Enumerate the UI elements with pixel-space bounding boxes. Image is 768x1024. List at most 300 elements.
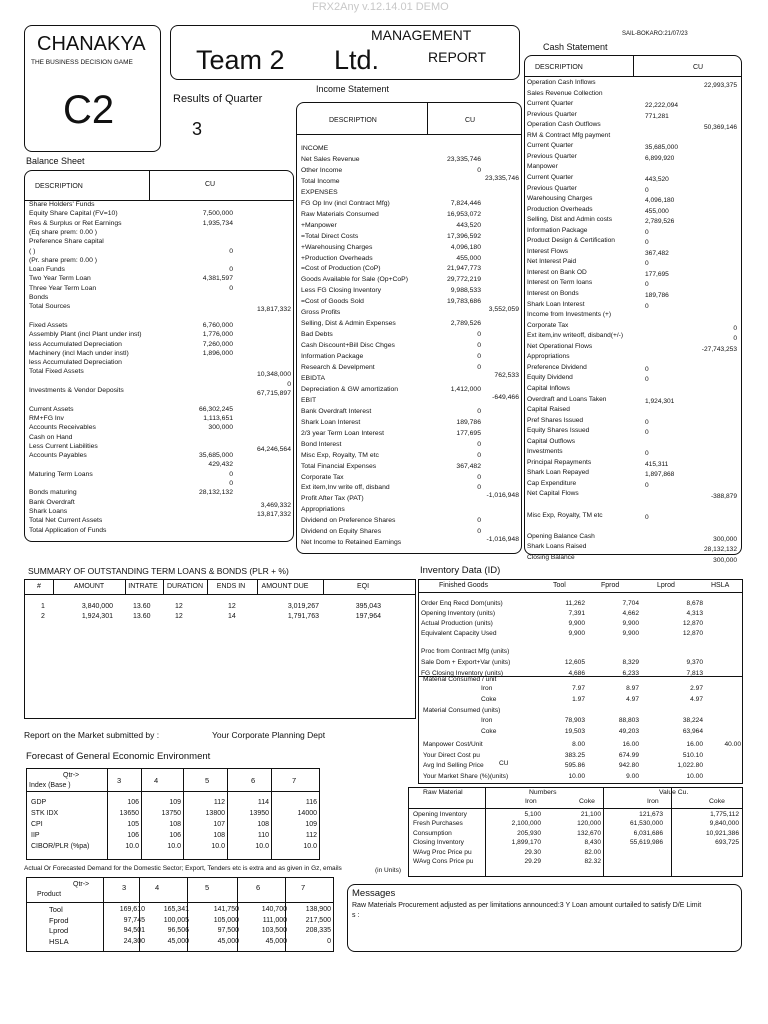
loans-header: ENDS IN — [216, 583, 246, 590]
demand-cell: 103,500 — [261, 927, 287, 934]
team-ltd: Ltd. — [334, 45, 380, 75]
balance-row-label: RM+FG Inv — [29, 414, 64, 422]
forecast-quarter: 3 — [117, 776, 122, 785]
forecast-cell: 10.0 — [303, 843, 317, 850]
cash-row-label: Capital Outflows — [527, 437, 576, 445]
forecast-cell: 10.0 — [167, 843, 181, 850]
income-row-value: 16,953,072 — [446, 210, 481, 218]
balance-row-label: Total Fixed Assets — [29, 368, 84, 376]
cash-row-label: Shark Loan Repayed — [527, 469, 589, 477]
inventory-mat-name: Coke — [481, 696, 497, 703]
demand-qtr-label: Qtr-> — [73, 881, 90, 888]
inventory-cell: 19,503 — [564, 728, 585, 735]
demand-cell: 96,506 — [167, 927, 189, 934]
cash-row-label: Shark Loan Interest — [527, 300, 585, 308]
cash-row-total: -27,743,253 — [701, 345, 737, 353]
balance-row-label: Investments & Vendor Deposits — [29, 387, 124, 394]
cash-row-label: Interest on Term loans — [527, 279, 593, 287]
balance-row-label: Cash on Hand — [29, 433, 73, 441]
inventory-cell: 11,262 — [565, 600, 585, 607]
cash-row-label: Manpower — [527, 163, 558, 171]
cash-row-label: Equity Dividend — [527, 374, 573, 382]
loans-cell: 3,019,267 — [287, 603, 319, 610]
forecast-index-label: Index (Base ) — [29, 782, 71, 789]
inventory-row-label: Proc from Contract Mfg (units) — [421, 648, 510, 655]
forecast-cell: 13950 — [249, 810, 269, 817]
rawmat-cell: 61,530,000 — [629, 820, 663, 828]
cash-row-value: 0 — [645, 450, 649, 458]
income-row-label: Less FG Closing Inventory — [301, 287, 382, 295]
balance-row-total: 13,817,332 — [256, 306, 291, 314]
cash-title: Cash Statement — [543, 42, 608, 52]
income-row-label: FG Op Inv (incl Contract Mfg) — [301, 199, 390, 207]
forecast-quarter: 4 — [154, 776, 159, 785]
inventory-row-label: Actual Production (units) — [421, 620, 493, 627]
balance-title: Balance Sheet — [26, 156, 85, 166]
demand-cell: 45,000 — [167, 937, 189, 945]
income-row-label: =Total Direct Costs — [301, 232, 359, 240]
demand-cell: 141,750 — [213, 906, 239, 913]
balance-row-value: 4,381,597 — [202, 275, 233, 283]
income-row-value: 0 — [477, 473, 481, 481]
income-row-label: Other Income — [301, 166, 343, 174]
cash-row-label: Sales Revenue Collection — [527, 89, 603, 97]
forecast-row-label: IIP — [31, 832, 40, 839]
demand-cell: 24,300 — [123, 937, 145, 945]
rawmat-cell: 1,775,112 — [710, 811, 739, 818]
report-label: REPORT — [428, 49, 487, 65]
balance-row-label: Current Assets — [29, 405, 74, 413]
income-row-total: 762,533 — [494, 371, 519, 379]
loans-cell: 197,964 — [355, 613, 381, 620]
balance-row-label: Bonds maturing — [29, 489, 77, 497]
income-row-value: 19,783,686 — [446, 298, 481, 306]
forecast-cell: 13650 — [119, 810, 139, 817]
rawmat-cell: 121,673 — [639, 811, 663, 818]
demand-cell: 217,500 — [305, 916, 331, 924]
demand-product-label: Product — [37, 891, 62, 898]
income-row-total: -1,016,948 — [486, 492, 519, 500]
rawmat-row-label: Opening Inventory — [413, 811, 467, 818]
demand-quarter: 6 — [256, 883, 261, 892]
demand-quarter: 7 — [301, 883, 306, 892]
income-row-value: 21,947,773 — [446, 265, 481, 273]
inventory-cell: 49,203 — [618, 728, 639, 735]
rawmat-sub: Coke — [579, 798, 595, 805]
balance-row-total: 13,817,332 — [256, 510, 291, 518]
corner-tag: SAIL-BOKARO:21/07/23 — [622, 31, 688, 37]
balance-row-label: Total Net Current Assets — [29, 517, 103, 525]
inventory-tail-label: Your Direct Cost pu — [423, 751, 480, 759]
balance-row-label: Maturing Term Loans — [29, 470, 93, 478]
income-row-total: -1,016,948 — [486, 536, 519, 544]
loans-title: SUMMARY OF OUTSTANDING TERM LOANS & BONDS (PLR + %) — [28, 566, 289, 576]
demand-cell: 208,335 — [305, 927, 331, 934]
inventory-tail-label: Avg Ind Selling Price — [423, 762, 484, 769]
rawmat-row-label: Closing Inventory — [413, 839, 464, 847]
demand-quarter: 3 — [122, 883, 127, 892]
rawmat-cell: 29.29 — [524, 858, 541, 865]
cash-row-value: 0 — [645, 376, 649, 384]
income-row-value: 367,482 — [456, 462, 481, 470]
income-row-value: 0 — [477, 166, 481, 174]
cash-row-label: Equity Shares Issued — [527, 427, 590, 435]
income-row-value: 0 — [477, 331, 481, 339]
income-row-total: 3,552,059 — [488, 306, 519, 314]
cash-row-label: Net Operational Flows — [527, 342, 593, 350]
forecast-cell: 10.0 — [255, 843, 269, 850]
cash-row-total: 0 — [733, 335, 737, 343]
forecast-cell: 108 — [169, 821, 181, 828]
balance-row-label: Accounts Payables — [29, 452, 87, 460]
rawmat-row-label: Consumption — [413, 829, 452, 837]
cash-row-label: Previous Quarter — [527, 184, 577, 192]
cash-row-label: Capital Inflows — [527, 384, 570, 392]
demand-quarter: 4 — [155, 883, 160, 892]
rawmat-cell: 29.30 — [524, 848, 541, 856]
income-row-label: Ext item,Inv write off, disband — [301, 484, 390, 492]
demand-cell: 97,745 — [123, 916, 145, 924]
rawmat-sub: Iron — [647, 798, 659, 805]
inventory-cell: 63,964 — [682, 728, 703, 735]
loans-cell: 1,791,763 — [287, 613, 319, 620]
income-row-value: 0 — [477, 440, 481, 448]
forecast-cell: 106 — [127, 799, 139, 806]
cash-row-label: Previous Quarter — [527, 110, 577, 118]
messages-text-2: s : — [352, 912, 360, 919]
income-row-label: Shark Loan Interest — [301, 418, 361, 426]
forecast-quarter: 7 — [292, 776, 297, 785]
income-row-label: Dividend on Equity Shares — [301, 528, 382, 536]
balance-row-total: 64,246,564 — [256, 445, 291, 453]
balance-row-label: (Eq share prem: 0.00 ) — [29, 228, 97, 236]
cash-row-value: 1,924,301 — [645, 397, 675, 405]
demand-cell: 0 — [327, 937, 331, 945]
cash-row-value: 0 — [645, 365, 649, 373]
balance-row-value: 300,000 — [208, 424, 233, 432]
balance-row-label: Three Year Term Loan — [29, 284, 97, 292]
cash-row-label: Principal Repayments — [527, 458, 592, 466]
cash-row-value: 177,695 — [645, 270, 669, 278]
cash-row-value: 0 — [645, 302, 649, 310]
cash-row-value: 22,222,094 — [645, 102, 679, 110]
income-row-label: Profit After Tax (PAT) — [301, 495, 364, 503]
inventory-header: Finished Goods — [439, 582, 489, 589]
forecast-row-label: STK IDX — [31, 810, 59, 817]
loans-cell: 14 — [228, 613, 236, 620]
inventory-cell: 12,605 — [564, 659, 585, 666]
demand-row-label: Lprod — [49, 926, 69, 935]
cash-row-value: 455,000 — [645, 207, 669, 215]
inventory-cell: 8,678 — [686, 600, 703, 607]
balance-row-label: less Accumulated Depreciation — [29, 340, 122, 348]
rawmat-sub: Iron — [525, 798, 537, 805]
balance-row-label: Fixed Assets — [29, 321, 68, 329]
demand-units: (in Units) — [375, 867, 402, 874]
cash-row-total: -388,879 — [710, 493, 737, 501]
cash-row-value: 2,789,526 — [645, 218, 675, 226]
demand-cell: 45,000 — [217, 937, 239, 945]
income-row-label: Information Package — [301, 353, 364, 361]
balance-row-value: 429,432 — [208, 461, 233, 469]
inventory-cell: 7,704 — [622, 600, 639, 607]
cash-row-value: 0 — [645, 260, 649, 268]
cash-row-label: Net Capital Flows — [527, 490, 579, 498]
loans-cell: 13.60 — [133, 613, 151, 620]
cash-col-desc: DESCRIPTION — [535, 64, 583, 71]
rawmat-row-label: Fresh Purchases — [413, 820, 463, 828]
income-statement — [296, 102, 522, 554]
forecast-title: Forecast of General Economic Environment — [26, 751, 211, 762]
balance-row-value: 0 — [229, 470, 233, 478]
forecast-cell: 114 — [257, 799, 269, 806]
rawmat-sub: Coke — [709, 798, 725, 805]
loans-table — [24, 579, 416, 719]
demand-cell: 169,610 — [119, 906, 145, 913]
income-row-label: EXPENSES — [301, 188, 338, 196]
income-row-label: EBIT — [301, 396, 317, 404]
cash-row-value: 35,685,000 — [645, 144, 679, 152]
inventory-cell: 4,686 — [568, 670, 585, 677]
inventory-cu-label: CU — [499, 760, 509, 767]
balance-row-value: 1,113,651 — [203, 414, 233, 422]
cash-row-label: Interest on Bonds — [527, 290, 579, 297]
rawmat-cell: 693,725 — [715, 839, 739, 847]
income-row-total: -649,466 — [492, 393, 519, 401]
inventory-row-label: FG Closing Inventory (units) — [421, 670, 504, 677]
balance-row-label: Total Sources — [29, 303, 71, 311]
income-row-value: 1,412,000 — [450, 385, 481, 393]
income-row-value: 0 — [477, 451, 481, 459]
cash-row-label: Misc Exp, Royalty, TM etc — [527, 511, 603, 519]
balance-row-total: 0 — [287, 380, 291, 388]
rawmat-cell: 132,670 — [577, 829, 601, 837]
loans-cell: 2 — [41, 613, 45, 620]
inventory-cell: 674.99 — [618, 751, 639, 759]
forecast-cell: 107 — [213, 821, 225, 828]
income-row-value: 0 — [477, 364, 481, 371]
income-row-label: Depreciation & GW amortization — [301, 385, 399, 393]
forecast-cell: 112 — [305, 832, 317, 839]
income-col-desc: DESCRIPTION — [329, 117, 377, 124]
cash-row-label: Income from Investments (+) — [527, 311, 612, 319]
rawmat-cell: 21,100 — [580, 811, 601, 818]
cash-row-value: 0 — [645, 481, 649, 489]
inventory-cell: 38,224 — [682, 717, 703, 724]
balance-row-value: 28,132,132 — [198, 489, 233, 497]
income-row-label: INCOME — [301, 145, 329, 152]
income-row-label: Total Income — [301, 177, 340, 185]
balance-col-cu: CU — [205, 181, 216, 188]
inventory-cell: 1.97 — [572, 696, 585, 703]
balance-row-value: 1,896,000 — [202, 349, 233, 357]
loans-header: EQI — [356, 583, 370, 590]
income-row-label: Bond Interest — [301, 440, 342, 448]
inventory-cell: 4.97 — [690, 696, 703, 703]
income-row-value: 0 — [477, 407, 481, 415]
cash-row-value: 0 — [645, 228, 649, 236]
inventory-tail-label: Your Market Share (%)(units) — [423, 772, 509, 780]
income-row-label: +Manpower — [301, 221, 337, 229]
inventory-cell: 9,370 — [686, 659, 703, 666]
loans-cell: 13.60 — [133, 603, 151, 610]
income-row-label: Corporate Tax — [301, 473, 344, 481]
income-row-label: Bad Debts — [301, 331, 333, 339]
balance-row-label: Two Year Term Loan — [29, 275, 91, 283]
cash-row-label: Previous Quarter — [527, 152, 577, 160]
balance-row-total: 67,715,897 — [256, 390, 291, 397]
balance-row-label: Total Application of Funds — [29, 526, 107, 534]
balance-row-value: 1,776,000 — [202, 331, 233, 339]
inventory-cell: 7,391 — [568, 610, 585, 617]
cash-row-label: Capital Raised — [527, 406, 570, 414]
balance-row-label: Equity Share Capital (FV=10) — [29, 210, 118, 218]
inventory-cell: 10.00 — [568, 772, 585, 780]
income-row-value: 189,786 — [456, 418, 481, 426]
demand-cell: 100,005 — [163, 916, 189, 924]
balance-row-label: Share Holders' Funds — [29, 201, 95, 208]
forecast-cell: 110 — [257, 832, 269, 839]
loans-cell: 12 — [175, 603, 183, 610]
messages-title: Messages — [352, 888, 396, 899]
cash-row-value: 1,897,868 — [645, 471, 675, 479]
inventory-cell: 2.97 — [690, 685, 703, 692]
cash-row-label: Closing Balance — [527, 553, 575, 561]
inventory-cell: 9.00 — [626, 772, 639, 780]
inventory-mat-name: Coke — [481, 728, 497, 735]
loans-header: AMOUNT DUE — [261, 583, 309, 590]
income-row-value: 9,988,533 — [450, 287, 481, 295]
forecast-quarter: 6 — [251, 776, 256, 785]
inventory-mat-name: Iron — [481, 685, 493, 692]
cash-row-value: 0 — [645, 513, 649, 521]
loans-cell: 12 — [228, 603, 236, 610]
forecast-cell: 13750 — [161, 810, 181, 817]
income-row-value: 177,695 — [456, 429, 481, 437]
results-label: Results of Quarter — [173, 93, 263, 105]
inventory-cell: 9,900 — [622, 620, 639, 627]
income-row-label: Net Sales Revenue — [301, 155, 360, 163]
cash-row-label: Operation Cash Outflows — [527, 121, 601, 129]
inventory-cell: 9,900 — [622, 630, 639, 637]
cash-row-label: Warehousing Charges — [527, 195, 593, 203]
messages-text: Raw Materials Procurement adjusted as per limitations announced:3 Y Loan amount curtailed to satisfy D/E Limit — [352, 902, 702, 909]
inventory-cell: 4.97 — [626, 696, 639, 703]
rawmat-row-label: WAvg Cons Price pu — [413, 858, 474, 865]
cash-row-value: 0 — [645, 429, 649, 437]
forecast-cell: 10.0 — [211, 843, 225, 850]
inventory-mat-label: Material Consumed / unit — [423, 676, 497, 683]
balance-row-value: 1,935,734 — [202, 219, 233, 227]
income-row-label: Total Financial Expenses — [301, 462, 377, 470]
rawmat-cell: 1,899,170 — [511, 839, 541, 847]
demand-row-label: Tool — [49, 905, 63, 914]
inventory-table — [418, 579, 743, 784]
income-row-label: Raw Materials Consumed — [301, 210, 379, 218]
inventory-cell: 40.00 — [724, 741, 741, 748]
income-row-label: Research & Develpment — [301, 364, 375, 371]
income-row-label: Gross Profits — [301, 309, 341, 317]
income-row-label: 2/3 year Term Loan Interest — [301, 429, 384, 437]
inventory-header: Lprod — [657, 582, 675, 589]
demand-table — [26, 877, 334, 952]
inventory-cell: 942.80 — [618, 762, 639, 769]
cash-row-value: 4,096,180 — [645, 197, 675, 205]
cash-row-value: 415,311 — [645, 460, 669, 468]
loans-header: DURATION — [166, 583, 204, 590]
rawmat-cell: 5,100 — [524, 811, 541, 818]
cash-row-total: 28,132,132 — [703, 546, 737, 554]
cash-row-label: Shark Loans Raised — [527, 543, 587, 551]
cash-row-label: Interest Flows — [527, 247, 569, 255]
income-row-label: Cash Discount+Bill Disc Chges — [301, 342, 395, 350]
inventory-cell: 9,900 — [568, 620, 585, 627]
inventory-cell: 4,313 — [686, 610, 703, 617]
income-row-label: =Cost of Production (CoP) — [301, 265, 381, 273]
quarter-number: 3 — [192, 119, 203, 139]
income-col-cu: CU — [465, 117, 476, 124]
balance-row-total: 10,348,000 — [256, 371, 291, 379]
cash-row-label: Corporate Tax — [527, 321, 569, 329]
inventory-cell: 6,233 — [622, 670, 639, 677]
demand-cell: 140,700 — [261, 906, 287, 913]
forecast-cell: 108 — [213, 832, 225, 839]
cash-row-label: Pref Shares Issued — [527, 416, 584, 424]
balance-row-value: 0 — [229, 284, 233, 292]
balance-row-label: less Accumulated Depreciation — [29, 359, 122, 367]
balance-row-label: Assembly Plant (incl Plant under inst) — [29, 331, 142, 339]
inventory-cell: 8.00 — [572, 741, 585, 748]
balance-col-desc: DESCRIPTION — [35, 183, 83, 190]
income-row-value: 2,789,526 — [450, 320, 481, 328]
balance-row-label: Accounts Receivables — [29, 424, 96, 432]
cash-row-total: 0 — [733, 324, 737, 332]
cash-row-value: 771,281 — [645, 112, 669, 120]
demand-quarter: 5 — [205, 883, 210, 892]
demand-cell: 111,000 — [262, 916, 287, 924]
balance-row-value: 35,685,000 — [198, 452, 233, 460]
forecast-cell: 106 — [127, 832, 139, 839]
balance-row-value: 0 — [229, 247, 233, 255]
management-label: MANAGEMENT — [371, 27, 472, 43]
demand-note: Actual Or Forecasted Demand for the Domestic Sector; Export, Tenders etc is extra and as given in Gz, emails — [24, 865, 342, 872]
balance-row-label: Machinery (incl Mach under instl) — [29, 349, 129, 357]
cash-row-value: 0 — [645, 281, 649, 289]
balance-row-value: 7,500,000 — [202, 210, 233, 218]
inventory-cell: 12,870 — [682, 630, 703, 637]
forecast-cell: 14000 — [297, 810, 317, 817]
income-row-value: 455,000 — [456, 254, 481, 262]
balance-row-label: ( ) — [29, 247, 36, 255]
cash-row-label: Opening Balance Cash — [527, 532, 595, 540]
inventory-cell: 16.00 — [622, 741, 639, 748]
balance-row-label: Bank Overdraft — [29, 498, 75, 506]
cash-row-value: 367,482 — [645, 249, 669, 257]
inventory-header: HSLA — [711, 582, 730, 589]
cash-row-label: Product Design & Certification — [527, 237, 615, 245]
loans-cell: 1,924,301 — [81, 613, 113, 620]
inventory-row-label: Order Enq Recd Dom(units) — [421, 600, 503, 607]
income-row-label: Net Income to Retained Earnings — [301, 539, 402, 547]
demand-cell: 45,000 — [265, 937, 287, 945]
income-row-label: Appropriations — [301, 506, 345, 514]
rawmat-row-label: WAvg Proc Price pu — [413, 848, 472, 856]
demand-cell: 97,500 — [217, 927, 239, 934]
rawmat-cell: 9,840,000 — [709, 820, 739, 828]
inventory-cell: 8.97 — [626, 685, 639, 692]
balance-row-label: Shark Loans — [29, 507, 68, 515]
balance-row-label: Res & Surplus or Ret Earnings — [29, 219, 122, 227]
